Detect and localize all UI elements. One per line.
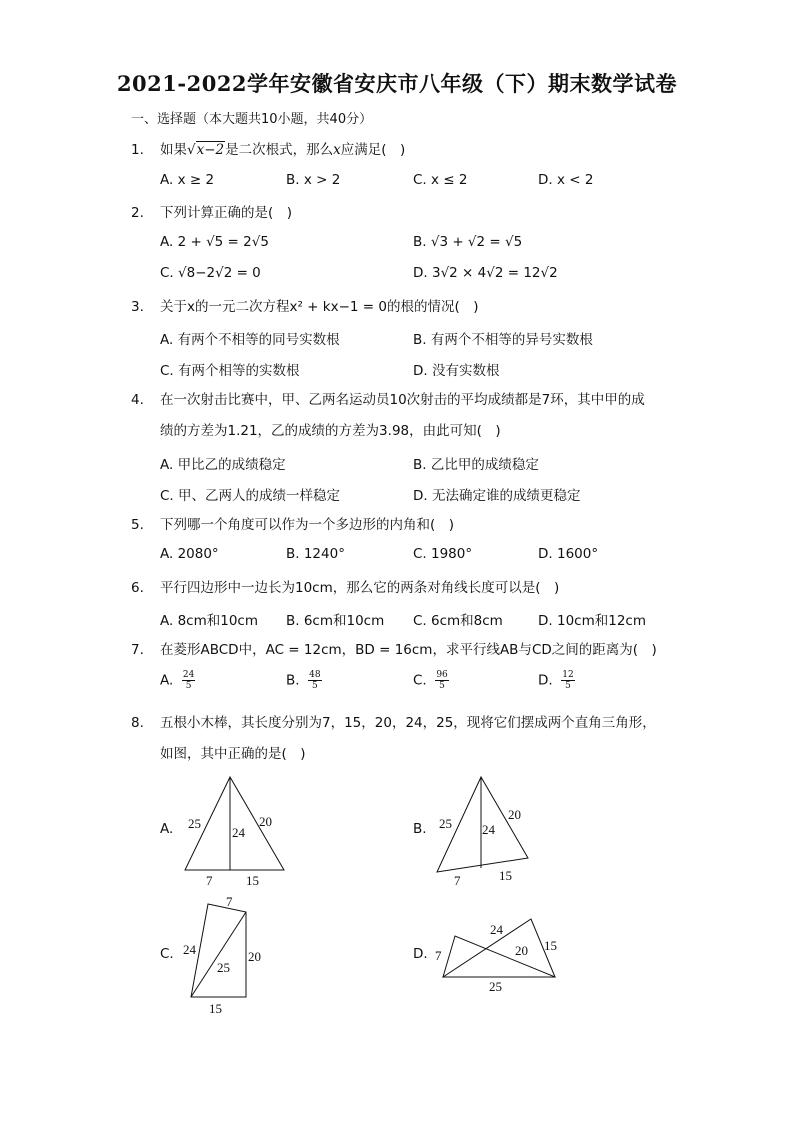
question-text: 下列哪一个角度可以作为一个多边形的内角和( ) (160, 517, 455, 533)
figure-b[interactable] (433, 770, 548, 890)
side-label: 24 (482, 822, 495, 837)
option-b[interactable]: B. 有两个不相等的异号实数根 (413, 332, 593, 348)
side-label: 15 (246, 873, 259, 888)
side-label: 20 (515, 943, 528, 958)
side-label: 15 (544, 938, 557, 953)
option-b[interactable]: B. 1240° (286, 546, 345, 562)
figure-a-label[interactable]: A. (160, 821, 174, 837)
side-label: 7 (435, 948, 442, 963)
option-c[interactable]: C. 1980° (413, 546, 473, 562)
question-text-line-2: 绩的方差为1.21，乙的成绩的方差为3.98，由此可知( ) (160, 423, 501, 439)
option-d[interactable]: D. $\frac{12}{5}$ (538, 670, 574, 691)
question-text: 在菱形ABCD中，AC = 12cm，BD = 16cm，求平行线AB与CD之间的距离为( ) (160, 642, 657, 658)
option-d[interactable]: D. 没有实数根 (413, 363, 500, 379)
question-number: 4. (131, 392, 144, 408)
figure-c[interactable] (178, 892, 273, 1018)
option-b[interactable]: B. 6cm和10cm (286, 613, 385, 629)
question-number: 6. (131, 580, 144, 596)
question-number: 2. (131, 205, 144, 221)
side-label: 25 (439, 816, 452, 831)
figure-d-label[interactable]: D. (413, 946, 428, 962)
option-b[interactable]: B. x > 2 (286, 172, 341, 188)
question-number: 7. (131, 642, 144, 658)
figure-a[interactable] (180, 770, 295, 890)
question-number: 1. (131, 142, 144, 158)
side-label: 7 (226, 894, 233, 909)
side-label: 25 (188, 816, 201, 831)
fraction: $\frac{24}{5}$ (182, 670, 195, 691)
option-d[interactable]: D. 1600° (538, 546, 599, 562)
side-label: 15 (209, 1001, 222, 1016)
page-title: 2021-2022学年安徽省安庆市八年级（下）期末数学试卷 (116, 71, 678, 96)
side-label: 24 (183, 942, 196, 957)
question-text: 如果√x−2是二次根式，那么x应满足( ) (160, 142, 406, 158)
option-a[interactable]: A. x ≥ 2 (160, 172, 215, 188)
figure-c-label[interactable]: C. (160, 946, 174, 962)
option-c[interactable]: C. 甲、乙两人的成绩一样稳定 (160, 488, 341, 504)
question-text-line-2: 如图，其中正确的是( ) (160, 746, 306, 762)
side-label: 20 (508, 807, 521, 822)
option-b[interactable]: B. $\frac{48}{5}$ (286, 670, 321, 691)
option-d[interactable]: D. 3√2 × 4√2 = 12√2 (413, 265, 558, 281)
option-d[interactable]: D. 无法确定谁的成绩更稳定 (413, 488, 581, 504)
option-a[interactable]: A. $\frac{24}{5}$ (160, 670, 195, 691)
option-c[interactable]: C. 6cm和8cm (413, 613, 503, 629)
option-b[interactable]: B. 乙比甲的成绩稳定 (413, 457, 539, 473)
question-text: 下列计算正确的是( ) (160, 205, 293, 221)
question-number: 8. (131, 715, 144, 731)
side-label: 20 (259, 814, 272, 829)
option-a[interactable]: A. 2080° (160, 546, 219, 562)
side-label: 24 (232, 825, 245, 840)
side-label: 25 (217, 960, 230, 975)
question-number: 3. (131, 299, 144, 315)
option-d[interactable]: D. 10cm和12cm (538, 613, 646, 629)
question-number: 5. (131, 517, 144, 533)
fraction: $\frac{48}{5}$ (309, 670, 321, 691)
option-b[interactable]: B. √3 + √2 = √5 (413, 234, 523, 250)
fraction: $\frac{12}{5}$ (562, 670, 574, 691)
question-text: 关于x的一元二次方程x² + kx−1 = 0的根的情况( ) (160, 299, 479, 315)
figure-d[interactable] (433, 912, 563, 997)
figure-b-label[interactable]: B. (413, 821, 427, 837)
side-label: 7 (454, 873, 461, 888)
fraction: $\frac{96}{5}$ (436, 670, 448, 691)
option-a[interactable]: A. 有两个不相等的同号实数根 (160, 332, 340, 348)
question-text-line-1: 五根小木棒，其长度分别为7，15，20，24，25，现将它们摆成两个直角三角形， (160, 715, 656, 731)
option-c[interactable]: C. x ≤ 2 (413, 172, 468, 188)
option-d[interactable]: D. x < 2 (538, 172, 594, 188)
question-text-line-1: 在一次射击比赛中，甲、乙两名运动员10次射击的平均成绩都是7环，其中甲的成 (160, 392, 645, 408)
option-c[interactable]: C. 有两个相等的实数根 (160, 363, 300, 379)
side-label: 7 (206, 873, 213, 888)
side-label: 25 (489, 979, 502, 994)
option-a[interactable]: A. 8cm和10cm (160, 613, 258, 629)
option-a[interactable]: A. 甲比乙的成绩稳定 (160, 457, 286, 473)
option-c[interactable]: C. √8−2√2 = 0 (160, 265, 261, 281)
option-c[interactable]: C. $\frac{96}{5}$ (413, 670, 448, 691)
side-label: 20 (248, 949, 261, 964)
question-text: 平行四边形中一边长为10cm，那么它的两条对角线长度可以是( ) (160, 580, 560, 596)
side-label: 24 (490, 922, 503, 937)
option-a[interactable]: A. 2 + √5 = 2√5 (160, 234, 269, 250)
section-heading: 一、选择题（本大题共10小题，共40分） (131, 112, 373, 127)
side-label: 15 (499, 868, 512, 883)
